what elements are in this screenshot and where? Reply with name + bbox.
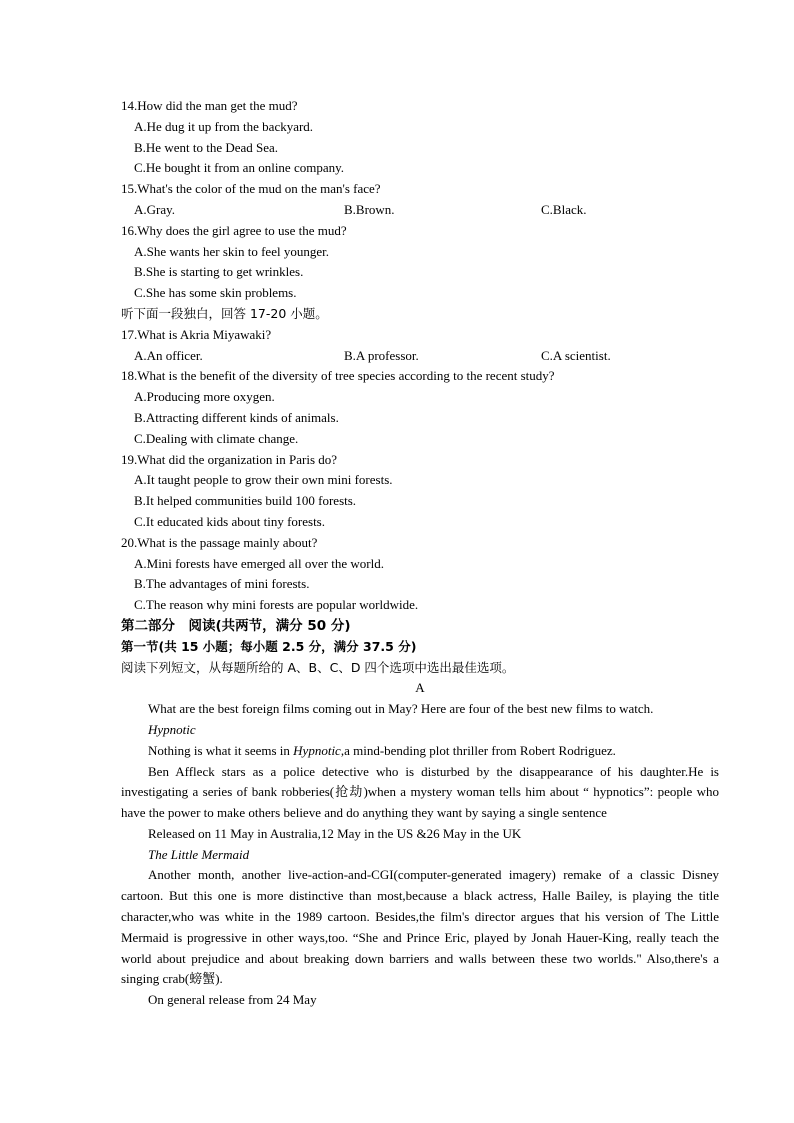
question-17-option-a: A.An officer. [134, 347, 203, 363]
passage-label: A [415, 680, 425, 696]
question-16-option-b: B.She is starting to get wrinkles. [134, 264, 304, 280]
question-18-option-a: A.Producing more oxygen. [134, 389, 275, 405]
question-16-option-c: C.She has some skin problems. [134, 285, 297, 301]
film-1-summary-rest: ,a mind-bending plot thriller from Robert Rodriguez. [340, 742, 616, 758]
question-14-option-c: C.He bought it from an online company. [134, 160, 345, 176]
question-20-option-b: B.The advantages of mini forests. [134, 576, 310, 592]
question-17-options [121, 346, 719, 367]
question-19-option-c: C.It educated kids about tiny forests. [134, 513, 325, 529]
question-19-stem: 19.What did the organization in Paris do? [121, 451, 338, 467]
part-2-heading: 第二部分 阅读(共两节，满分 50 分) [121, 617, 351, 634]
question-18-option-c: C.Dealing with climate change. [134, 430, 299, 446]
question-16-option-a: A.She wants her skin to feel younger. [134, 243, 329, 259]
film-1-summary-lead: Nothing is what it seems in [148, 742, 294, 758]
page-content [121, 96, 719, 1011]
question-14-stem: 14.How did the man get the mud? [121, 98, 298, 113]
question-17-stem: 17.What is Akria Miyawaki? [121, 326, 272, 342]
film-2-release: On general release from 24 May [148, 992, 317, 1008]
question-19-option-b: B.It helped communities build 100 forests. [134, 493, 357, 509]
passage-intro: What are the best foreign films coming out in May? Here are four of the best new films to watch. [148, 701, 654, 717]
question-17-option-b: B.A professor. [344, 347, 419, 363]
question-15-stem: 15.What's the color of the mud on the man's face? [121, 181, 381, 197]
film-1-title: Hypnotic [148, 721, 196, 737]
monologue-instruction: 听下面一段独白，回答 17-20 小题。 [121, 305, 328, 321]
section-1-heading: 第一节(共 15 小题；每小题 2.5 分，满分 37.5 分) [121, 638, 417, 654]
question-18-stem: 18.What is the benefit of the diversity of tree species according to the recent study? [121, 368, 555, 384]
question-15-option-a: A.Gray. [134, 201, 176, 217]
film-2-title: The Little Mermaid [148, 846, 250, 862]
question-18-option-b: B.Attracting different kinds of animals. [134, 409, 339, 425]
film-1-release: Released on 11 May in Australia,12 May in the US &26 May in the UK [148, 825, 522, 841]
question-19-option-a: A.It taught people to grow their own mini forests. [134, 472, 393, 488]
question-20-option-c: C.The reason why mini forests are popular worldwide. [134, 597, 419, 613]
question-15-options [121, 200, 719, 221]
question-17-option-c: C.A scientist. [541, 347, 611, 363]
film-2-description: Another month, another live-action-and-CGI(computer-generated imagery) remake of a classic Disney cartoon. But this one is more distinctive than most,because a black actress, Halle Bailey, is playing the title character,who was white in the 1989 cartoon. Besides,the film's director argues that his version of The Little Mermaid is progressive in other ways,too. “She and Prince Eric, played by Jonah Hauer-King, really teach the world about prejudice and about breaking down barriers and walls between these two worlds." Also,there's a singing crab(螃蟹). [121, 867, 719, 987]
question-14-option-a: A.He dug it up from the backyard. [134, 118, 314, 134]
question-16-stem: 16.Why does the girl agree to use the mud? [121, 222, 347, 238]
question-20-option-a: A.Mini forests have emerged all over the world. [134, 555, 384, 571]
reading-instruction: 阅读下列短文，从每题所给的 A、B、C、D 四个选项中选出最佳选项。 [121, 659, 515, 675]
film-1-summary [121, 741, 719, 762]
question-15-option-b: B.Brown. [344, 201, 395, 217]
film-1-description: Ben Affleck stars as a police detective who is disturbed by the disappearance of his daughter.He is investigating a series of bank robberies(抢劫)when a mystery woman tells him about “ hypnotics”: people who have the power to make others believe and do anything they want by saying a single sentence [121, 763, 719, 821]
question-20-stem: 20.What is the passage mainly about? [121, 534, 318, 550]
question-15-option-c: C.Black. [541, 201, 587, 217]
film-1-summary-title: Hypnotic [293, 742, 341, 758]
question-14-option-b: B.He went to the Dead Sea. [134, 139, 279, 155]
